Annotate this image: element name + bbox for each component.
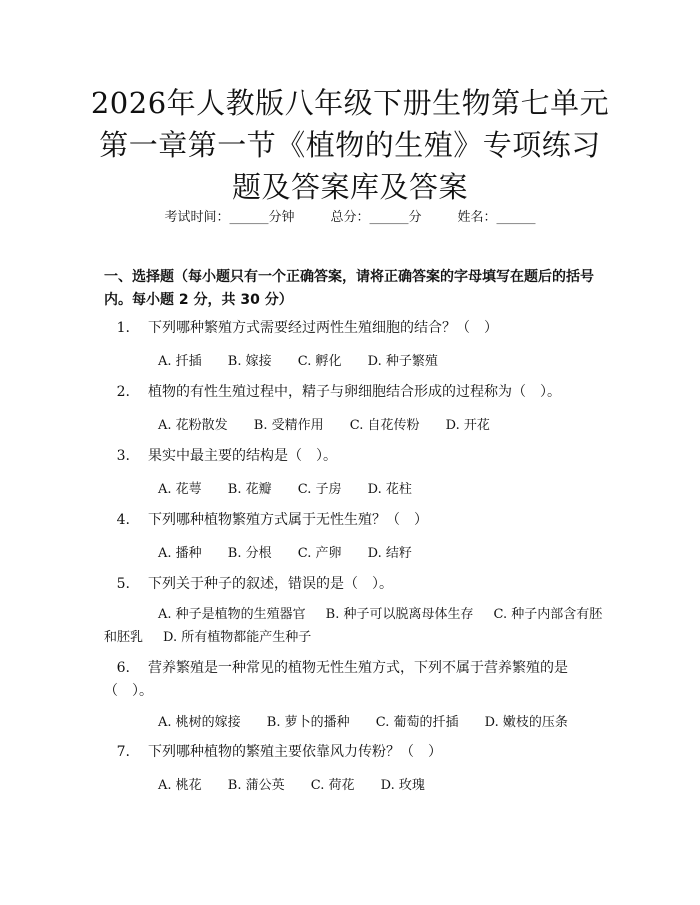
exam-meta — [0, 206, 700, 225]
option-d: D. 嫩枝的压条 — [484, 715, 568, 730]
exam-time: 考试时间：______分钟 — [164, 210, 295, 225]
question-number: 5. — [116, 576, 130, 592]
option-b: B. 蒲公英 — [227, 778, 285, 793]
option-c: C. 荷花 — [310, 778, 355, 793]
question-5 — [104, 574, 604, 594]
option-b: B. 花瓣 — [227, 482, 272, 497]
question-stem: 下列哪种繁殖方式需要经过两性生殖细胞的结合？（ ） — [148, 320, 498, 336]
option-d: D. 所有植物都能产生种子 — [163, 630, 312, 645]
option-a: A. 种子是植物的生殖器官 — [158, 607, 306, 622]
question-number: 7. — [116, 744, 130, 760]
option-d: D. 开花 — [445, 418, 490, 433]
option-d: D. 玫瑰 — [380, 778, 425, 793]
question-stem: 下列哪种植物繁殖方式属于无性生殖？（ ） — [148, 512, 428, 528]
option-c: C. 产卵 — [297, 546, 342, 561]
option-a: A. 花萼 — [158, 482, 202, 497]
question-number: 6. — [116, 660, 130, 676]
question-stem: 果实中最主要的结构是（ ）。 — [148, 448, 337, 464]
question-1 — [104, 318, 604, 338]
question-2-options — [158, 414, 512, 433]
option-c: C. 葡萄的扦插 — [375, 715, 459, 730]
question-7-options — [158, 774, 447, 793]
option-a: A. 播种 — [158, 546, 202, 561]
question-number: 4. — [116, 512, 130, 528]
option-a: A. 桃树的嫁接 — [158, 715, 241, 730]
question-6-options — [158, 711, 590, 730]
option-c: C. 孵化 — [297, 354, 342, 369]
section-heading: 一、选择题（每小题只有一个正确答案，请将正确答案的字母填写在题后的括号内。每小题 2 分，共 30 分） — [104, 269, 594, 308]
document-title: 2026年人教版八年级下册生物第七单元第一章第一节《植物的生殖》专项练习题及答案库及答案 — [90, 86, 610, 204]
option-d: D. 花柱 — [367, 482, 412, 497]
question-stem: 植物的有性生殖过程中，精子与卵细胞结合形成的过程称为（ ）。 — [148, 384, 561, 400]
question-2 — [104, 382, 604, 402]
question-1-options — [158, 350, 460, 369]
option-a: A. 桃花 — [158, 778, 202, 793]
question-stem: 营养繁殖是一种常见的植物无性生殖方式，下列不属于营养繁殖的是（ ）。 — [104, 660, 568, 699]
question-number: 1. — [116, 320, 130, 336]
option-a: A. 扦插 — [158, 354, 202, 369]
question-number: 3. — [116, 448, 130, 464]
question-5-options — [104, 603, 604, 649]
option-b: B. 嫁接 — [227, 354, 272, 369]
question-3-options — [158, 478, 434, 497]
option-d: D. 结籽 — [367, 546, 412, 561]
option-c: C. 自花传粉 — [349, 418, 420, 433]
question-stem: 下列关于种子的叙述，错误的是（ ）。 — [148, 576, 393, 592]
option-c: C. 种子内部含有胚和胚乳 — [104, 607, 603, 645]
question-6 — [104, 657, 604, 703]
question-number: 2. — [116, 384, 130, 400]
exam-score: 总分：______分 — [330, 210, 422, 225]
question-4 — [104, 510, 604, 530]
question-3 — [104, 446, 604, 466]
exam-name: 姓名：______ — [457, 210, 536, 225]
question-7 — [104, 742, 604, 762]
option-b: B. 受精作用 — [253, 418, 324, 433]
option-b: B. 种子可以脱离母体生存 — [325, 607, 474, 622]
question-stem: 下列哪种植物的繁殖主要依靠风力传粉？（ ） — [148, 744, 442, 760]
option-b: B. 萝卜的播种 — [266, 715, 350, 730]
option-b: B. 分根 — [227, 546, 272, 561]
option-c: C. 子房 — [297, 482, 342, 497]
option-a: A. 花粉散发 — [158, 418, 228, 433]
question-4-options — [158, 542, 434, 561]
option-d: D. 种子繁殖 — [367, 354, 438, 369]
